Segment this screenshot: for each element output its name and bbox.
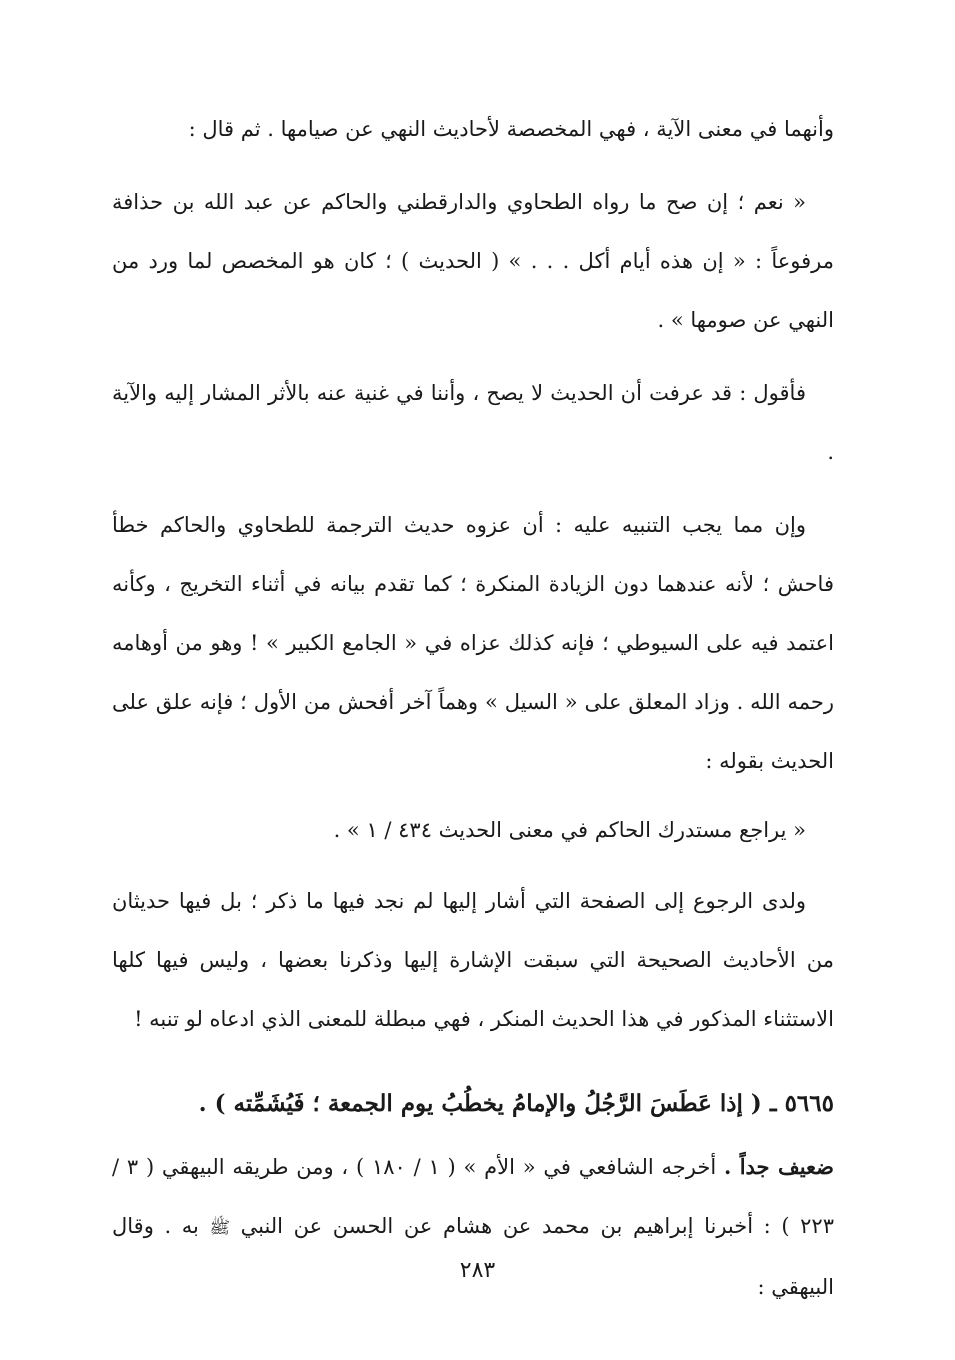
page-body (112, 100, 834, 1317)
page-number: ٢٨٣ (459, 1258, 496, 1283)
hadith-title: ٥٦٦٥ ـ ( إذا عَطَسَ الرَّجُلُ والإمامُ يخطُبُ يوم الجمعة ؛ فَيُشَمِّته ) . (198, 1090, 834, 1117)
paragraph-7 (112, 1137, 834, 1317)
paragraph-4: وإن مما يجب التنبيه عليه : أن عزوه حديث الترجمة للطحاوي والحاكم خطأ فاحش ؛ لأنه عندهما دون الزيادة المنكرة ؛ كما تقدم بيانه في أثناء التخريج ، وكأنه اعتمد فيه على السيوطي ؛ فإنه كذلك عزاه في « الجامع الكبير » ! وهو من أوهامه رحمه الله . وزاد المعلق على « السيل » وهماً آخر أفحش من الأول ؛ فإنه علق على الحديث بقوله : (112, 513, 834, 773)
paragraph-7-text: أخرجه الشافعي في « الأم » ( ١ / ١٨٠ ) ، ومن طريقه البيهقي ( ٣ / ٢٢٣ ) : أخبرنا إبراهيم بن محمد عن هشام عن الحسن عن النبي (112, 1155, 834, 1238)
paragraph-6: ولدى الرجوع إلى الصفحة التي أشار إليها لم نجد فيها ما ذكر ؛ بل فيها حديثان من الأحاديث الصحيحة التي سبقت الإشارة إليها وذكرنا بعضها ، وليس فيها كلها الاستثناء المذكور في هذا الحديث المنكر ، فهي مبطلة للمعنى الذي ادعاه لو تنبه ! (112, 889, 834, 1031)
grade-label: ضعيف جداً . (723, 1154, 835, 1179)
paragraph-7-end: به . وقال البيهقي : (112, 1214, 834, 1299)
paragraph-1: وأنهما في معنى الآية ، فهي المخصصة لأحاديث النهي عن صيامها . ثم قال : (188, 117, 834, 141)
honorific-symbol: ﷺ (209, 1218, 230, 1238)
paragraph-5-quote: « يراجع مستدرك الحاكم في معنى الحديث ٤٣٤ / ١ » . (333, 818, 806, 842)
paragraph-2-quote: « نعم ؛ إن صح ما رواه الطحاوي والدارقطني والحاكم عن عبد الله بن حذافة مرفوعاً : « إن هذه أيام أكل . . . » ( الحديث ) ؛ كان هو المخصص لما ورد من النهي عن صومها » . (112, 190, 834, 332)
paragraph-3: فأقول : قد عرفت أن الحديث لا يصح ، وأننا في غنية عنه بالأثر المشار إليه والآية . (112, 381, 834, 464)
